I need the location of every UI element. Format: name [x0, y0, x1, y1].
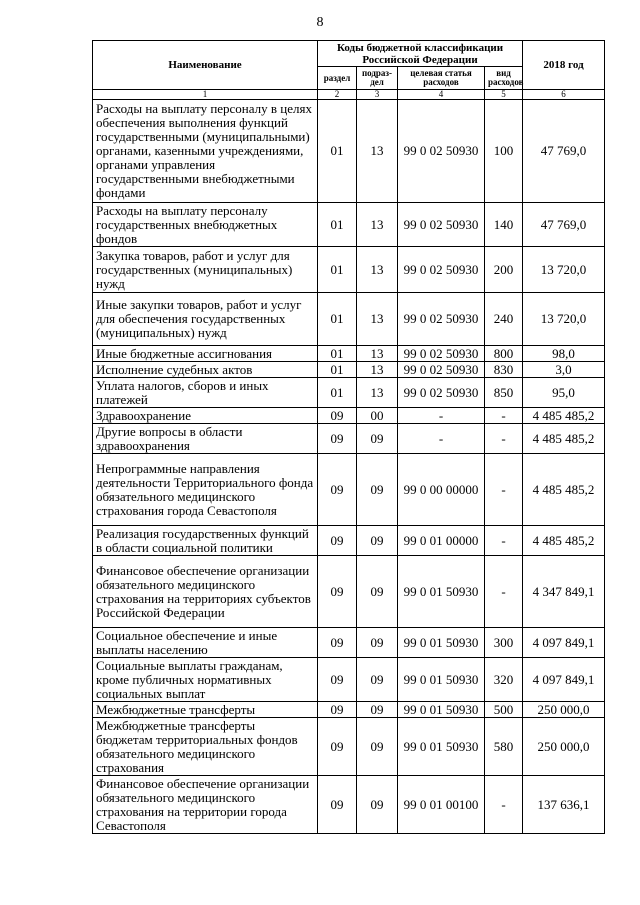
row-target-article: 99 0 01 00100 — [398, 776, 485, 834]
row-subsection: 09 — [357, 628, 398, 658]
row-name: Расходы на выплату персоналу в целях обеспечения выполнения функций государственными (муниципальными) органами, казенными учреждениями, органами управления государственными внебюджетными фондами — [93, 100, 318, 203]
row-expense-kind: 850 — [485, 378, 523, 408]
row-name: Финансовое обеспечение организации обязательного медицинского страхования на территориях субъектов Российской Федерации — [93, 556, 318, 628]
row-section: 09 — [318, 526, 357, 556]
row-amount: 4 485 485,2 — [523, 408, 605, 424]
table-row — [93, 247, 605, 293]
row-target-article: 99 0 01 50930 — [398, 658, 485, 702]
header-codes: Коды бюджетной классификации Российской Федерации — [318, 41, 523, 67]
table-row — [93, 346, 605, 362]
row-section: 01 — [318, 346, 357, 362]
row-subsection: 09 — [357, 526, 398, 556]
column-number: 2 — [318, 90, 357, 100]
header-section: раздел — [318, 67, 357, 90]
table-row — [93, 776, 605, 834]
row-subsection: 09 — [357, 556, 398, 628]
row-expense-kind: 580 — [485, 718, 523, 776]
row-target-article: 99 0 01 50930 — [398, 718, 485, 776]
column-number: 3 — [357, 90, 398, 100]
row-name: Иные закупки товаров, работ и услуг для обеспечения государственных (муниципальных) нужд — [93, 293, 318, 346]
column-number: 1 — [93, 90, 318, 100]
row-target-article: 99 0 01 50930 — [398, 556, 485, 628]
row-section: 09 — [318, 556, 357, 628]
row-name: Непрограммные направления деятельности Территориального фонда обязательного медицинского страхования города Севастополя — [93, 454, 318, 526]
row-subsection: 09 — [357, 718, 398, 776]
row-name: Уплата налогов, сборов и иных платежей — [93, 378, 318, 408]
row-name: Финансовое обеспечение организации обязательного медицинского страхования на территории города Севастополя — [93, 776, 318, 834]
row-amount: 4 347 849,1 — [523, 556, 605, 628]
row-target-article: 99 0 02 50930 — [398, 378, 485, 408]
row-section: 09 — [318, 408, 357, 424]
row-subsection: 09 — [357, 454, 398, 526]
header-subsection: подраз-дел — [357, 67, 398, 90]
row-subsection: 09 — [357, 702, 398, 718]
row-section: 09 — [318, 776, 357, 834]
row-name: Межбюджетные трансферты — [93, 702, 318, 718]
row-amount: 4 485 485,2 — [523, 424, 605, 454]
row-target-article: 99 0 02 50930 — [398, 293, 485, 346]
column-number: 6 — [523, 90, 605, 100]
row-expense-kind: 240 — [485, 293, 523, 346]
table-row — [93, 526, 605, 556]
row-subsection: 09 — [357, 424, 398, 454]
header-name: Наименование — [93, 41, 318, 90]
row-target-article: 99 0 02 50930 — [398, 100, 485, 203]
row-subsection: 13 — [357, 293, 398, 346]
row-expense-kind: - — [485, 424, 523, 454]
row-section: 01 — [318, 293, 357, 346]
row-target-article: 99 0 00 00000 — [398, 454, 485, 526]
row-section: 01 — [318, 247, 357, 293]
row-expense-kind: - — [485, 776, 523, 834]
row-expense-kind: - — [485, 454, 523, 526]
row-expense-kind: 500 — [485, 702, 523, 718]
row-name: Закупка товаров, работ и услуг для государственных (муниципальных) нужд — [93, 247, 318, 293]
row-subsection: 13 — [357, 100, 398, 203]
row-name: Исполнение судебных актов — [93, 362, 318, 378]
header-target: целевая статья расходов — [398, 67, 485, 90]
row-expense-kind: - — [485, 526, 523, 556]
row-target-article: 99 0 01 00000 — [398, 526, 485, 556]
table-row — [93, 454, 605, 526]
table-row — [93, 100, 605, 203]
row-expense-kind: 100 — [485, 100, 523, 203]
row-expense-kind: - — [485, 556, 523, 628]
row-amount: 4 485 485,2 — [523, 454, 605, 526]
row-amount: 95,0 — [523, 378, 605, 408]
table-body — [93, 100, 605, 834]
row-name: Реализация государственных функций в области социальной политики — [93, 526, 318, 556]
table-row — [93, 378, 605, 408]
row-amount: 47 769,0 — [523, 203, 605, 247]
row-section: 01 — [318, 362, 357, 378]
row-expense-kind: 200 — [485, 247, 523, 293]
row-amount: 137 636,1 — [523, 776, 605, 834]
page-number: 8 — [316, 15, 324, 30]
table-row — [93, 628, 605, 658]
row-subsection: 13 — [357, 362, 398, 378]
budget-table — [92, 40, 605, 834]
row-section: 01 — [318, 203, 357, 247]
table-row — [93, 203, 605, 247]
column-numbers-row — [93, 90, 605, 100]
row-amount: 98,0 — [523, 346, 605, 362]
row-subsection: 09 — [357, 776, 398, 834]
row-target-article: - — [398, 408, 485, 424]
row-target-article: - — [398, 424, 485, 454]
column-number: 4 — [398, 90, 485, 100]
row-section: 01 — [318, 100, 357, 203]
row-subsection: 13 — [357, 378, 398, 408]
row-amount: 47 769,0 — [523, 100, 605, 203]
row-target-article: 99 0 02 50930 — [398, 247, 485, 293]
row-amount: 250 000,0 — [523, 718, 605, 776]
row-amount: 13 720,0 — [523, 247, 605, 293]
row-section: 09 — [318, 658, 357, 702]
row-target-article: 99 0 02 50930 — [398, 203, 485, 247]
row-target-article: 99 0 02 50930 — [398, 362, 485, 378]
row-amount: 3,0 — [523, 362, 605, 378]
row-section: 09 — [318, 628, 357, 658]
row-expense-kind: 800 — [485, 346, 523, 362]
row-subsection: 13 — [357, 346, 398, 362]
row-subsection: 13 — [357, 247, 398, 293]
row-name: Социальное обеспечение и иные выплаты населению — [93, 628, 318, 658]
table-row — [93, 556, 605, 628]
row-expense-kind: - — [485, 408, 523, 424]
row-name: Расходы на выплату персоналу государственных внебюджетных фондов — [93, 203, 318, 247]
row-name: Другие вопросы в области здравоохранения — [93, 424, 318, 454]
table-row — [93, 658, 605, 702]
row-subsection: 00 — [357, 408, 398, 424]
header-year: 2018 год — [523, 41, 605, 90]
table-row — [93, 718, 605, 776]
table-row — [93, 424, 605, 454]
table-row — [93, 702, 605, 718]
row-target-article: 99 0 01 50930 — [398, 628, 485, 658]
row-expense-kind: 830 — [485, 362, 523, 378]
row-section: 01 — [318, 378, 357, 408]
row-subsection: 09 — [357, 658, 398, 702]
header-kind: вид расходов — [485, 67, 523, 90]
row-amount: 4 097 849,1 — [523, 628, 605, 658]
row-subsection: 13 — [357, 203, 398, 247]
row-section: 09 — [318, 424, 357, 454]
table-row — [93, 293, 605, 346]
row-amount: 250 000,0 — [523, 702, 605, 718]
row-amount: 13 720,0 — [523, 293, 605, 346]
row-name: Социальные выплаты гражданам, кроме публичных нормативных социальных выплат — [93, 658, 318, 702]
row-target-article: 99 0 02 50930 — [398, 346, 485, 362]
row-target-article: 99 0 01 50930 — [398, 702, 485, 718]
table-row — [93, 362, 605, 378]
row-section: 09 — [318, 702, 357, 718]
row-section: 09 — [318, 718, 357, 776]
row-expense-kind: 300 — [485, 628, 523, 658]
table-row — [93, 408, 605, 424]
column-number: 5 — [485, 90, 523, 100]
row-expense-kind: 140 — [485, 203, 523, 247]
row-name: Межбюджетные трансферты бюджетам территориальных фондов обязательного медицинского страхования — [93, 718, 318, 776]
row-expense-kind: 320 — [485, 658, 523, 702]
row-section: 09 — [318, 454, 357, 526]
row-amount: 4 485 485,2 — [523, 526, 605, 556]
row-name: Иные бюджетные ассигнования — [93, 346, 318, 362]
row-name: Здравоохранение — [93, 408, 318, 424]
row-amount: 4 097 849,1 — [523, 658, 605, 702]
